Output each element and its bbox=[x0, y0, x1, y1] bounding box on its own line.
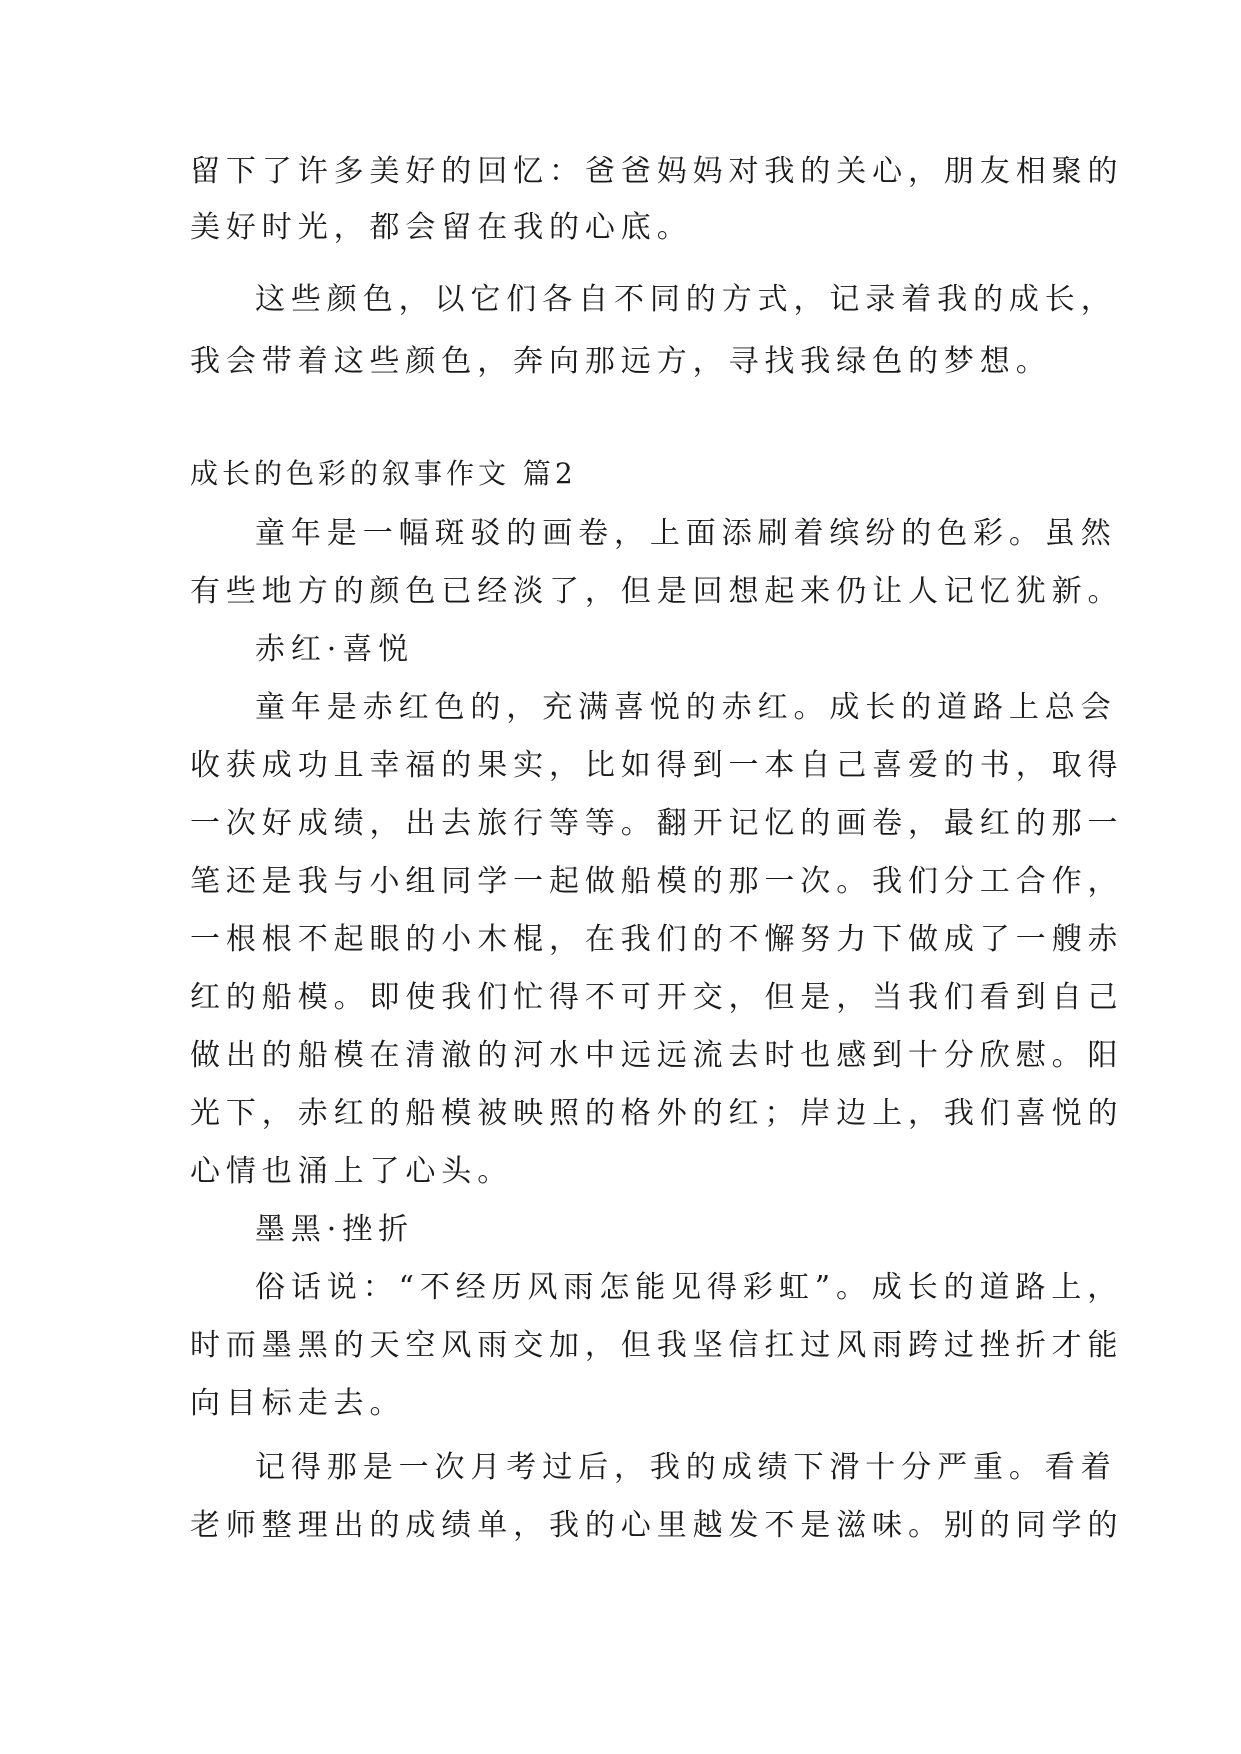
paragraph-line: 记得那是一次月考过后，我的成绩下滑十分严重。看着 bbox=[255, 1450, 1117, 1485]
paragraph-line: 收获成功且幸福的果实，比如得到一本自己喜爱的书，取得 bbox=[190, 748, 1124, 783]
paragraph-line: 这些颜色，以它们各自不同的方式，记录着我的成长， bbox=[255, 282, 1117, 317]
paragraph-line: 做出的船模在清澈的河水中远远流去时也感到十分欣慰。阳 bbox=[190, 1038, 1124, 1073]
subheading: 赤红·喜悦 bbox=[255, 632, 415, 667]
paragraph-line: 红的船模。即使我们忙得不可开交，但是，当我们看到自己 bbox=[190, 980, 1124, 1015]
paragraph-line: 童年是赤红色的，充满喜悦的赤红。成长的道路上总会 bbox=[255, 690, 1117, 725]
paragraph-line: 一次好成绩，出去旅行等等。翻开记忆的画卷，最红的那一 bbox=[190, 806, 1124, 841]
section-title: 成长的色彩的叙事作文 篇2 bbox=[190, 457, 577, 490]
paragraph-line: 笔还是我与小组同学一起做船模的那一次。我们分工合作， bbox=[190, 864, 1124, 899]
paragraph-line: 心情也涌上了心头。 bbox=[190, 1154, 514, 1189]
paragraph-line: 向目标走去。 bbox=[190, 1386, 406, 1421]
paragraph-line: 一根根不起眼的小木棍，在我们的不懈努力下做成了一艘赤 bbox=[190, 922, 1124, 957]
paragraph-line: 时而墨黑的天空风雨交加，但我坚信扛过风雨跨过挫折才能 bbox=[190, 1328, 1124, 1363]
paragraph-line: 童年是一幅斑驳的画卷，上面添刷着缤纷的色彩。虽然 bbox=[255, 516, 1117, 551]
paragraph-line: 有些地方的颜色已经淡了，但是回想起来仍让人记忆犹新。 bbox=[190, 574, 1124, 609]
paragraph-line: 留下了许多美好的回忆：爸爸妈妈对我的关心，朋友相聚的 bbox=[190, 154, 1124, 189]
paragraph-line: 老师整理出的成绩单，我的心里越发不是滋味。别的同学的 bbox=[190, 1508, 1124, 1543]
paragraph-line: 俗话说：“不经历风雨怎能见得彩虹”。成长的道路上， bbox=[255, 1270, 1124, 1305]
paragraph-line: 美好时光，都会留在我的心底。 bbox=[190, 210, 693, 245]
paragraph-line: 光下，赤红的船模被映照的格外的红；岸边上，我们喜悦的 bbox=[190, 1096, 1124, 1131]
paragraph-line: 我会带着这些颜色，奔向那远方，寻找我绿色的梦想。 bbox=[190, 344, 1052, 379]
subheading: 墨黑·挫折 bbox=[255, 1212, 415, 1247]
